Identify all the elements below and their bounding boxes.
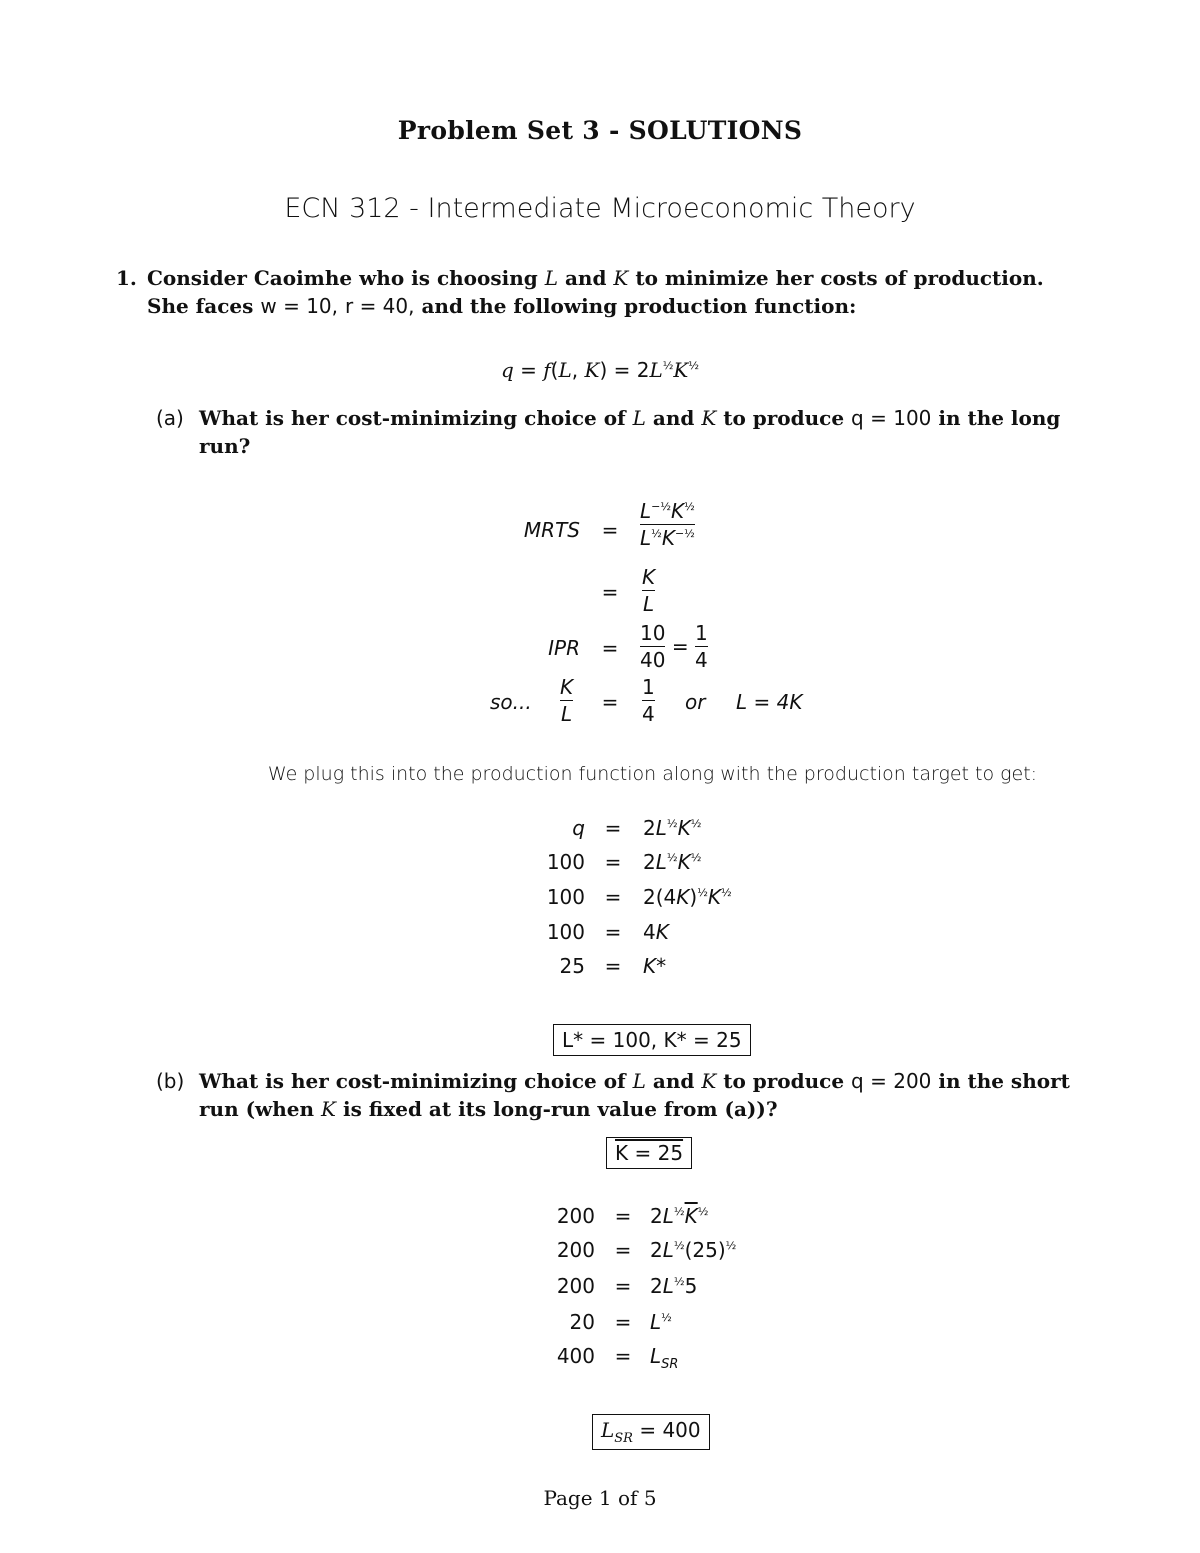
- part-b-label: (b): [156, 1069, 185, 1093]
- page-title: Problem Set 3 - SOLUTIONS: [397, 116, 803, 145]
- mrts-row: MRTS = $\frac{L^{-\frac{1}{2}}K^{\frac{1}{2}}}{L^{\frac{1}{2}}K^{-\frac{1}{2}}}$: [523, 499, 695, 550]
- ipr-row: IPR = $\frac{10}{40}$ = $\frac{1}{4}$: [548, 621, 708, 672]
- production-function: q = f(L, $K) = 2L^{\frac{1}{2}}K^{\frac{1}{2}}$: [500, 358, 700, 382]
- question-1-number: 1.: [116, 266, 137, 290]
- course-subtitle: ECN 312 - Intermediate Microeconomic Theory: [284, 193, 916, 224]
- so-row: so... $\frac{K}{L}$ = $\frac{1}{4}$ or L = 4K: [490, 675, 803, 726]
- part-a-line-2: run?: [199, 434, 251, 458]
- page-number: Page 1 of 5: [543, 1486, 657, 1510]
- part-a-line-1: What is her cost-minimizing choice of L and K to produce q = 100 in the long: [199, 406, 1061, 430]
- answer-b-box: $L_{SR} = 400$: [592, 1414, 710, 1450]
- kbar-box: K = 25: [606, 1137, 692, 1169]
- k-over-l-row: = $\frac{K}{L}$: [601, 565, 656, 616]
- answer-a-box: L* = 100, K* = 25: [553, 1024, 751, 1056]
- question-1-line-2: She faces w = 10, r = 40, and the following production function:: [147, 294, 857, 318]
- part-a-label: (a): [156, 406, 184, 430]
- part-b-line-1: What is her cost-minimizing choice of L and K to produce q = 200 in the short: [199, 1069, 1070, 1093]
- plug-text: We plug this into the production function along with the production target to get:: [267, 763, 1038, 785]
- part-b-line-2: run (when K is fixed at its long-run value from (a))?: [199, 1097, 778, 1121]
- question-1-line-1: Consider Caoimhe who is choosing L and K to minimize her costs of production.: [147, 266, 1044, 290]
